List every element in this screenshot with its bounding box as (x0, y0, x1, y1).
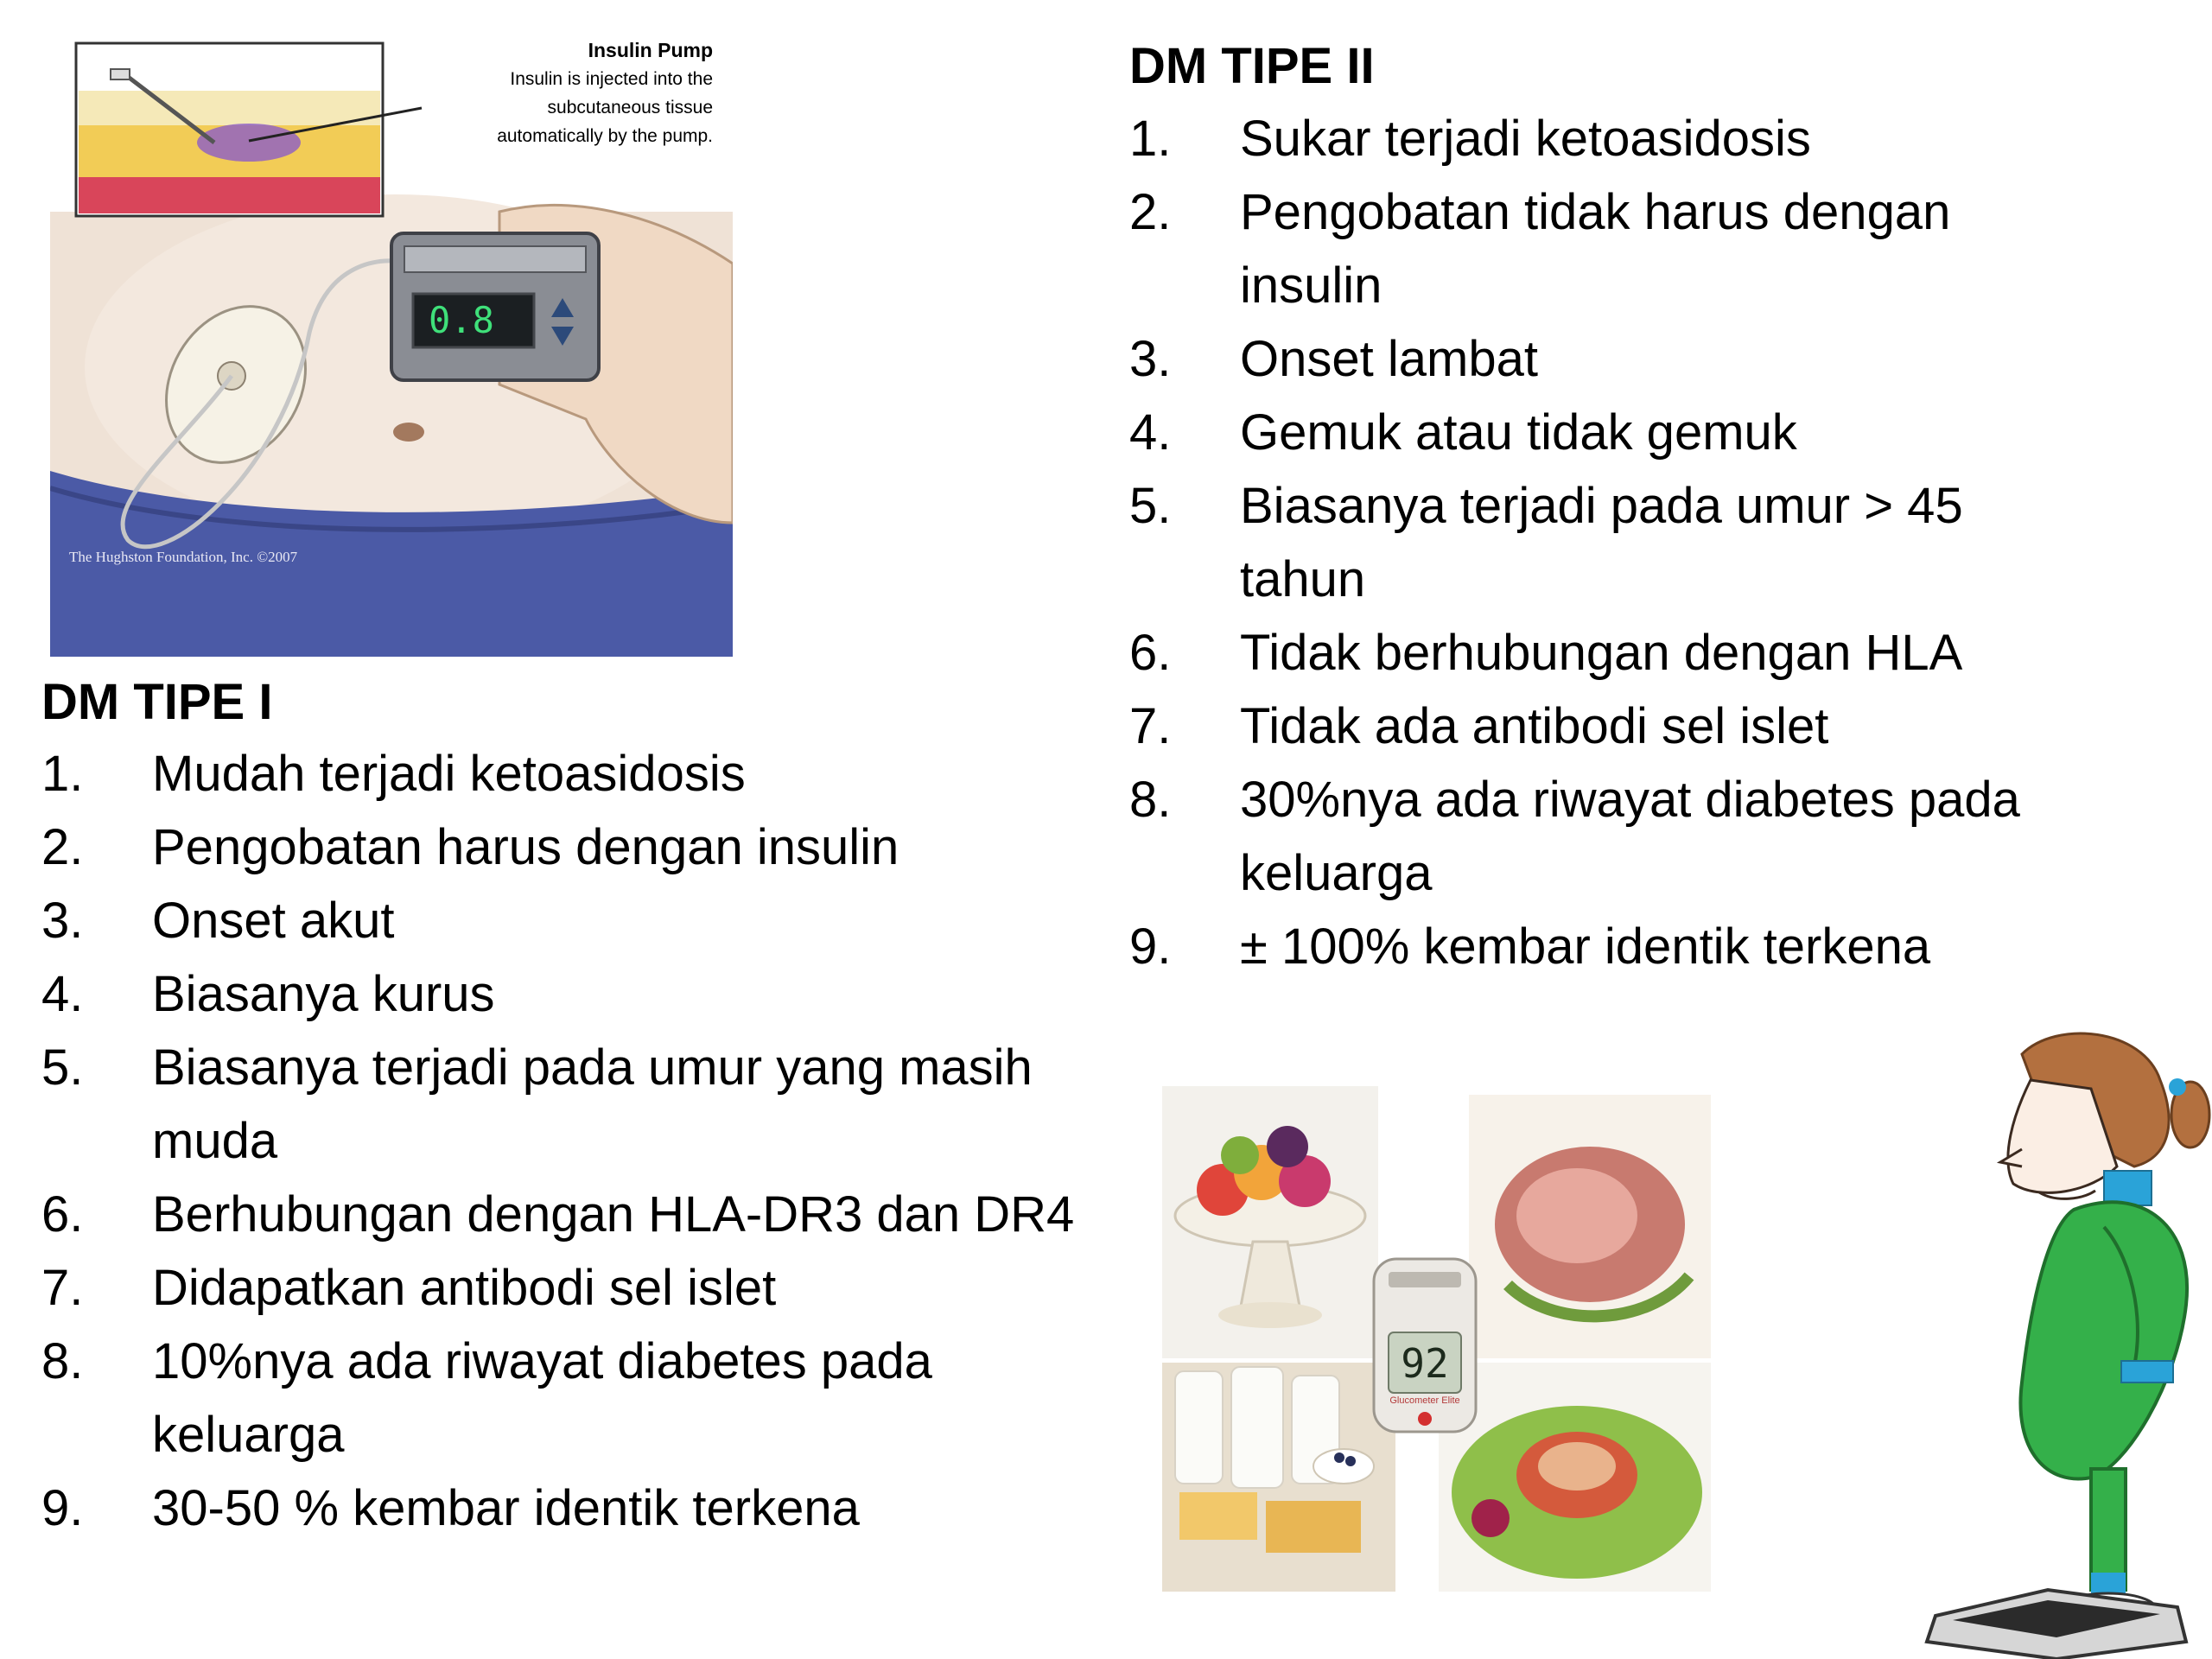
type1-item: 2. Pengobatan harus dengan insulin (41, 819, 899, 875)
type2-item: 4. Gemuk atau tidak gemuk (1129, 404, 1797, 461)
woman-on-scale-drawing (1918, 1020, 2212, 1659)
type2-title: DM TIPE II (1129, 38, 1375, 94)
type1-item: 9. 30-50 % kembar identik terkena (41, 1480, 860, 1536)
type1-item: 5. Biasanya terjadi pada umur yang masih muda (41, 1039, 1033, 1169)
type1-list (41, 737, 1113, 1545)
glucometer-display-reading: 92 (1401, 1340, 1449, 1387)
pump-display-reading: 0.8 (429, 299, 494, 341)
type1-item: 7. Didapatkan antibodi sel islet (41, 1260, 777, 1316)
glucometer-brand: Glucometer Elite (1389, 1395, 1460, 1406)
type2-item: 9. ± 100% kembar identik terkena (1129, 918, 1931, 975)
type1-item: 8. 10%nya ada riwayat diabetes pada keluarga (41, 1333, 932, 1463)
type2-item: 5. Biasanya terjadi pada umur > 45 tahun (1129, 478, 1963, 607)
type2-item: 8. 30%nya ada riwayat diabetes pada keluarga (1129, 772, 2020, 901)
pump-caption-title: Insulin Pump (588, 39, 713, 61)
type1-item: 6. Berhubungan dengan HLA-DR3 dan DR4 (41, 1186, 1075, 1243)
pump-caption-line-3: automatically by the pump. (497, 126, 713, 146)
type2-item: 7. Tidak ada antibodi sel islet (1129, 698, 1829, 754)
pump-caption-line-2: subcutaneous tissue (547, 98, 713, 118)
woman-on-scale-cartoon (1918, 1020, 2212, 1659)
type1-title: DM TIPE I (41, 674, 273, 730)
food-glucometer-collage (1162, 1086, 1711, 1592)
type1-item: 3. Onset akut (41, 893, 395, 949)
type2-item: 6. Tidak berhubungan dengan HLA (1129, 625, 1963, 681)
type2-item: 1. Sukar terjadi ketoasidosis (1129, 111, 1811, 167)
type1-item: 4. Biasanya kurus (41, 966, 495, 1022)
type1-item: 1. Mudah terjadi ketoasidosis (41, 746, 746, 802)
type2-list (1129, 102, 2192, 983)
pump-credit: The Hughston Foundation, Inc. ©2007 (69, 549, 298, 565)
type2-item: 3. Onset lambat (1129, 331, 1538, 387)
insulin-pump-illustration (50, 39, 733, 657)
type2-item: 2. Pengobatan tidak harus dengan insulin (1129, 184, 1951, 314)
pump-caption-line-1: Insulin is injected into the (510, 69, 713, 89)
